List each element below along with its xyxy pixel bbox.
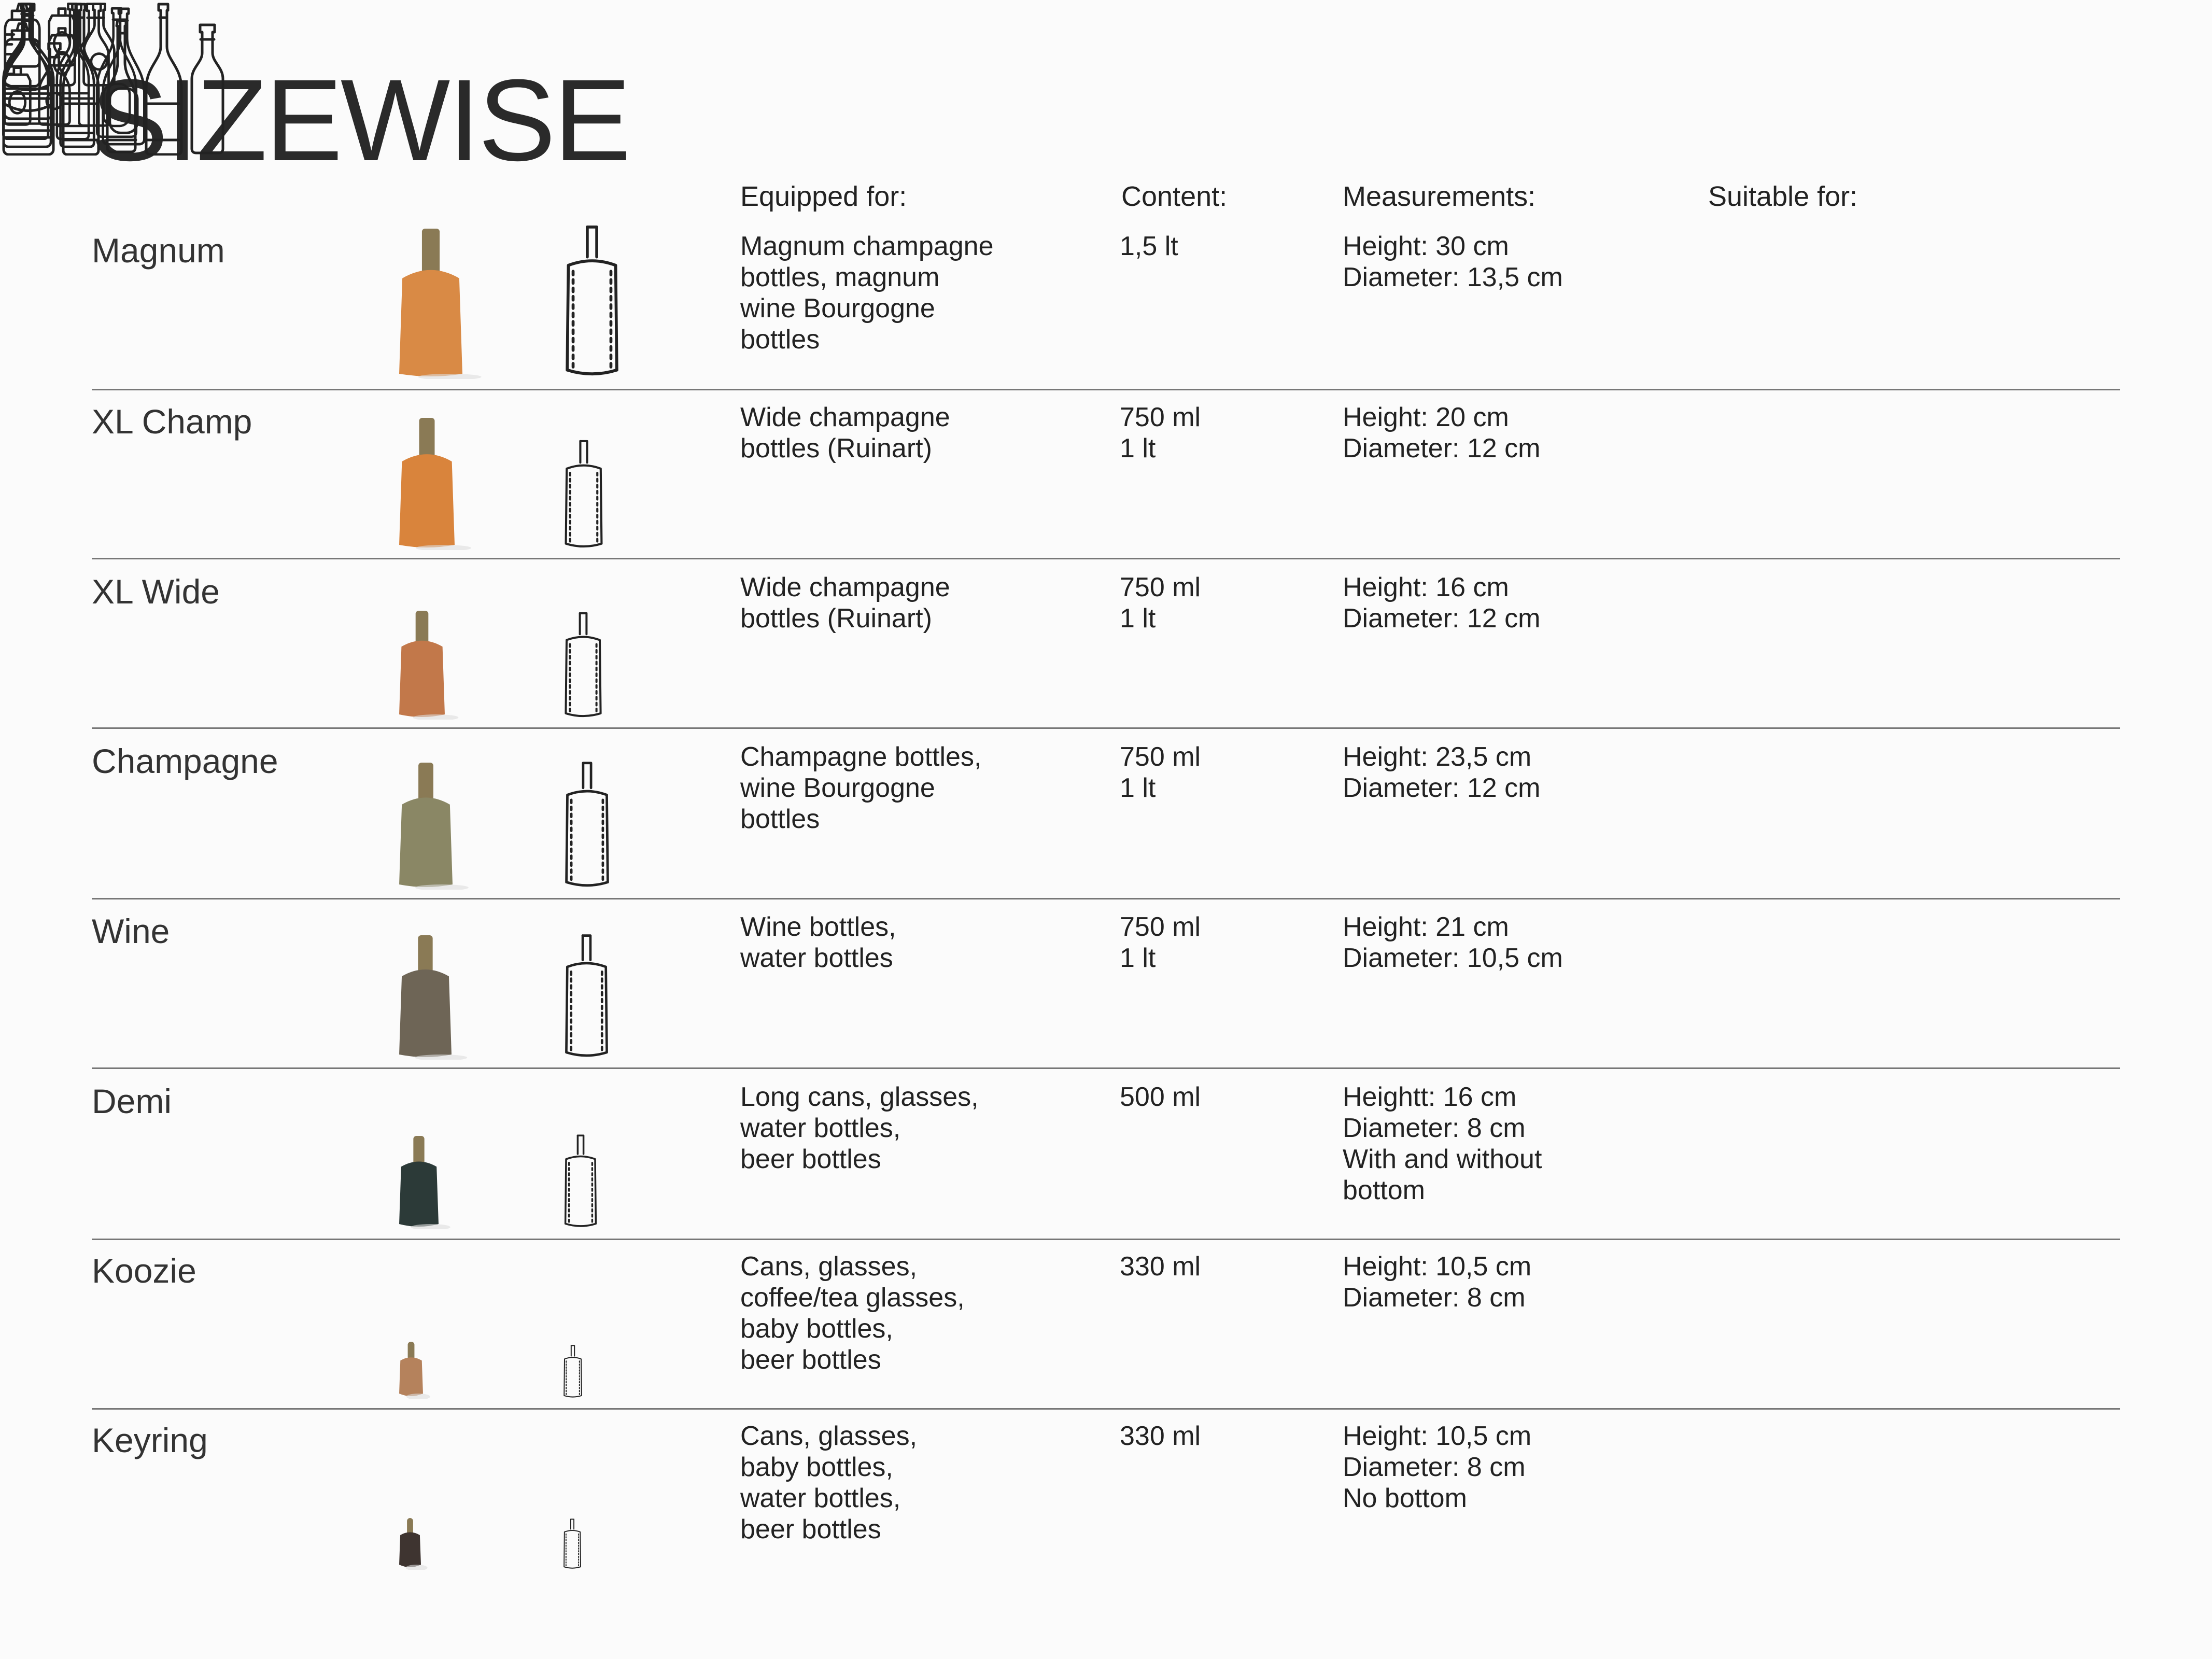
content: 500 ml [1120,1082,1201,1112]
product-photo [399,1518,442,1570]
product-photo [399,418,475,550]
equipped-for: Long cans, glasses, water bottles, beer bottles [740,1082,979,1174]
measurements: Height: 20 cm Diameter: 12 cm [1343,402,1541,463]
product-name: Demi [92,1082,172,1120]
product-name: XL Wide [92,572,220,611]
product-photo [399,935,472,1060]
content: 750 ml 1 lt [1120,912,1201,973]
product-photo [399,1136,459,1229]
product-name: Wine [92,912,170,950]
header-equipped: Equipped for: [740,181,907,212]
cooler-sketch-icon [562,1344,583,1399]
measurements: Heightt: 16 cm Diameter: 8 cm With and without bottom [1343,1082,1542,1205]
product-name: Champagne [92,742,278,780]
content: 1,5 lt [1120,231,1178,261]
row-divider [92,389,2120,390]
row-divider [92,558,2120,559]
cooler-sketch-icon [562,223,622,379]
equipped-for: Cans, glasses, baby bottles, water bottles, beer bottles [740,1421,918,1544]
cooler-sketch-icon [562,611,604,720]
equipped-for: Champagne bottles, wine Bourgogne bottles [740,742,982,834]
measurements: Height: 21 cm Diameter: 10,5 cm [1343,912,1563,973]
content: 750 ml 1 lt [1120,572,1201,634]
row-divider [92,1408,2120,1410]
page-title: SIZEWISE [91,55,629,185]
measurements: Height: 30 cm Diameter: 13,5 cm [1343,231,1563,292]
measurements: Height: 10,5 cm Diameter: 8 cm [1343,1252,1532,1313]
cooler-sketch-icon [562,933,611,1060]
equipped-for: Wide champagne bottles (Ruinart) [740,572,950,634]
product-name: Koozie [92,1252,196,1290]
product-photo [399,1342,444,1399]
product-photo [399,763,473,890]
content: 330 ml [1120,1421,1201,1451]
content: 750 ml 1 lt [1120,402,1201,463]
header-content: Content: [1121,181,1228,212]
equipped-for: Wide champagne bottles (Ruinart) [740,402,950,463]
header-measurements: Measurements: [1343,181,1536,212]
cooler-sketch-icon [562,760,612,890]
measurements: Height: 10,5 cm Diameter: 8 cm No bottom [1343,1421,1532,1513]
row-divider [92,1067,2120,1069]
equipped-for: Cans, glasses, coffee/tea glasses, baby bottles, beer bottles [740,1252,965,1375]
product-name: Magnum [92,231,225,270]
equipped-for: Wine bottles, water bottles [740,912,896,973]
header-suitable: Suitable for: [1708,181,1858,212]
equipped-for: Magnum champagne bottles, magnum wine Bourgogne bottles [740,231,994,355]
cooler-sketch-icon [562,439,605,550]
can-icon [45,5,79,69]
cooler-sketch-icon [562,1518,582,1570]
cooler-sketch-icon [562,1133,599,1229]
measurements: Height: 16 cm Diameter: 12 cm [1343,572,1541,634]
product-photo [399,611,466,720]
product-name: XL Champ [92,402,252,441]
baby-bottle-icon [0,0,45,69]
row-divider [92,1239,2120,1240]
product-name: Keyring [92,1421,208,1459]
row-divider [92,727,2120,729]
product-photo [399,229,483,379]
measurements: Height: 23,5 cm Diameter: 12 cm [1343,742,1541,803]
content: 330 ml [1120,1252,1201,1282]
row-divider [92,898,2120,899]
content: 750 ml 1 lt [1120,742,1201,803]
